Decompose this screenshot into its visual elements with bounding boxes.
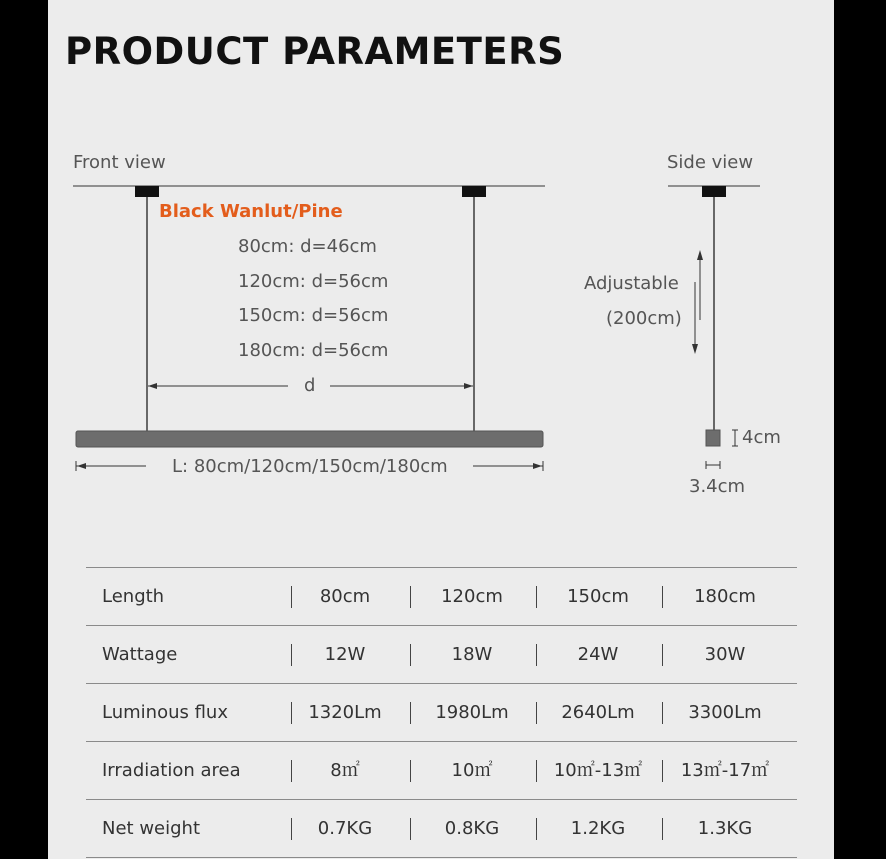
table-cell: 120cm xyxy=(441,586,503,607)
spec-line: 150cm: d=56cm xyxy=(238,305,389,326)
table-cell: 13㎡-17㎡ xyxy=(680,760,770,781)
table-row xyxy=(86,625,797,683)
parameter-table xyxy=(86,567,797,858)
column-divider xyxy=(410,586,411,608)
column-divider xyxy=(536,586,537,608)
row-header: Luminous flux xyxy=(102,702,228,723)
spec-line: 80cm: d=46cm xyxy=(238,236,377,257)
table-row xyxy=(86,741,797,799)
column-divider xyxy=(536,818,537,840)
adjustable-value: (200cm) xyxy=(606,308,682,329)
table-row xyxy=(86,683,797,741)
column-divider xyxy=(536,702,537,724)
length-label: L: 80cm/120cm/150cm/180cm xyxy=(172,456,448,477)
brand-finish-label: Black Wanlut/Pine xyxy=(159,201,343,222)
table-cell: 1980Lm xyxy=(435,702,509,723)
table-cell: 30W xyxy=(704,644,746,665)
column-divider xyxy=(536,760,537,782)
adjust-arrow-up-icon xyxy=(697,250,703,260)
table-cell: 180cm xyxy=(694,586,756,607)
front-lamp-bar xyxy=(76,431,543,447)
column-divider xyxy=(662,818,663,840)
table-cell: 10㎡ xyxy=(451,760,493,781)
side-view-label: Side view xyxy=(667,152,754,173)
table-row xyxy=(86,567,797,625)
column-divider xyxy=(662,644,663,666)
table-cell: 150cm xyxy=(567,586,629,607)
column-divider xyxy=(410,644,411,666)
table-cell: 12W xyxy=(324,644,366,665)
row-header: Length xyxy=(102,586,165,607)
column-divider xyxy=(410,760,411,782)
table-cell: 1320Lm xyxy=(308,702,382,723)
row-header: Net weight xyxy=(102,818,201,839)
column-divider xyxy=(536,644,537,666)
table-cell: 1.2KG xyxy=(570,818,626,839)
table-cell: 0.7KG xyxy=(317,818,373,839)
adjust-arrow-down-icon xyxy=(692,344,698,354)
d-arrow-left-icon xyxy=(148,383,157,389)
spec-line: 180cm: d=56cm xyxy=(238,340,389,361)
table-cell: 80cm xyxy=(319,586,371,607)
width-label: 3.4cm xyxy=(689,476,746,497)
l-arrow-left-icon xyxy=(77,463,86,469)
column-divider xyxy=(662,586,663,608)
row-header: Wattage xyxy=(102,644,178,665)
d-label: d xyxy=(304,375,316,396)
column-divider xyxy=(410,818,411,840)
adjustable-label: Adjustable xyxy=(584,273,679,294)
table-cell: 8㎡ xyxy=(330,760,360,781)
table-cell: 0.8KG xyxy=(444,818,500,839)
front-mount-right xyxy=(462,186,486,197)
column-divider xyxy=(662,702,663,724)
table-row xyxy=(86,799,797,858)
table-cell: 3300Lm xyxy=(688,702,762,723)
table-cell: 10㎡-13㎡ xyxy=(553,760,643,781)
front-view-label: Front view xyxy=(73,152,166,173)
l-arrow-right-icon xyxy=(533,463,542,469)
column-divider xyxy=(662,760,663,782)
side-mount xyxy=(702,186,726,197)
front-mount-left xyxy=(135,186,159,197)
table-cell: 2640Lm xyxy=(561,702,635,723)
spec-line: 120cm: d=56cm xyxy=(238,271,389,292)
d-arrow-right-icon xyxy=(464,383,473,389)
height-label: 4cm xyxy=(742,427,781,448)
page-title: PRODUCT PARAMETERS xyxy=(65,30,565,73)
table-cell: 1.3KG xyxy=(697,818,753,839)
table-cell: 24W xyxy=(577,644,619,665)
table-cell: 18W xyxy=(451,644,493,665)
product-parameters-page xyxy=(48,0,834,859)
column-divider xyxy=(410,702,411,724)
row-header: Irradiation area xyxy=(102,760,241,781)
side-lamp-bar xyxy=(706,430,720,446)
